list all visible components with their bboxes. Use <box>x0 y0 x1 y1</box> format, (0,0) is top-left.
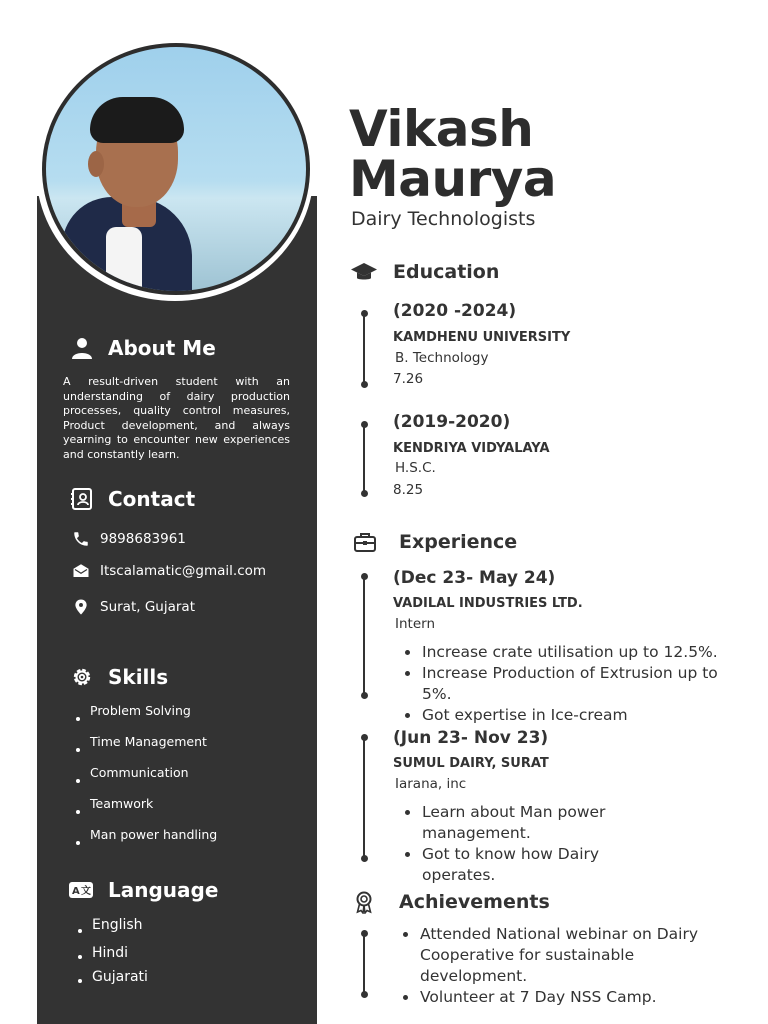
about-text: A result-driven student with an understanding of dairy production processes, quality control measures, Product development, and always yearning to encounter new experiences and constantly learn. <box>63 375 290 461</box>
achievement-point: Attended National webinar on Dairy Cooperative for sustainable development. <box>420 924 730 987</box>
experience-point: Learn about Man power management. <box>422 802 662 844</box>
skill-item: Time Management <box>90 734 217 765</box>
education-heading-label: Education <box>393 261 500 283</box>
contact-email[interactable] <box>72 562 266 580</box>
contact-book-icon <box>70 487 94 511</box>
experience-company: VADILAL INDUSTRIES LTD. <box>393 596 583 611</box>
skills-list <box>90 703 217 858</box>
experience-heading <box>353 530 517 554</box>
svg-text:A: A <box>72 886 80 897</box>
experience-point: Got to know how Dairy operates. <box>422 844 662 886</box>
contact-heading <box>70 487 195 511</box>
experience-heading-label: Experience <box>399 531 518 553</box>
skill-item: Problem Solving <box>90 703 217 734</box>
language-heading <box>68 878 218 902</box>
phone-icon <box>72 530 90 548</box>
language-item: Hindi <box>92 945 148 969</box>
contact-phone[interactable] <box>72 530 186 548</box>
experience-role: Iarana, inc <box>395 776 467 792</box>
education-period: (2019-2020) <box>393 412 511 432</box>
skills-heading-label: Skills <box>108 665 169 689</box>
language-item: English <box>92 917 148 945</box>
experience-points <box>422 642 732 726</box>
skills-heading <box>70 665 168 689</box>
timeline-line <box>363 576 365 696</box>
experience-point: Got expertise in Ice-cream <box>422 705 732 726</box>
contact-location <box>72 598 195 616</box>
achievement-point: Volunteer at 7 Day NSS Camp. <box>420 987 730 1008</box>
profile-photo <box>42 43 310 295</box>
education-degree: B. Technology <box>395 350 489 366</box>
language-list <box>92 917 148 993</box>
education-period: (2020 -2024) <box>393 301 517 321</box>
contact-location-text: Surat, Gujarat <box>100 599 195 615</box>
contact-heading-label: Contact <box>108 487 196 511</box>
experience-point: Increase Production of Extrusion up to 5%. <box>422 663 732 705</box>
achievement-points <box>420 924 730 1008</box>
full-name <box>349 100 557 208</box>
education-degree: H.S.C. <box>395 460 436 476</box>
timeline-line <box>363 933 365 995</box>
gear-icon <box>70 665 94 689</box>
experience-period: (Dec 23- May 24) <box>393 568 556 588</box>
education-institution: KENDRIYA VIDYALAYA <box>393 441 550 456</box>
first-name: Vikash <box>349 100 534 158</box>
location-pin-icon <box>72 598 90 616</box>
person-icon <box>70 336 94 360</box>
language-item: Gujarati <box>92 969 148 993</box>
experience-points <box>422 802 662 886</box>
achievements-heading-label: Achievements <box>399 891 550 913</box>
timeline-line <box>363 737 365 859</box>
graduation-cap-icon <box>351 260 377 284</box>
briefcase-icon <box>353 530 379 554</box>
education-score: 7.26 <box>393 371 424 387</box>
envelope-icon <box>72 562 90 580</box>
skill-item: Communication <box>90 765 217 796</box>
about-heading-label: About Me <box>108 336 216 360</box>
experience-company: SUMUL DAIRY, SURAT <box>393 756 549 771</box>
timeline-line <box>363 424 365 494</box>
education-score: 8.25 <box>393 482 424 498</box>
language-heading-label: Language <box>108 878 219 902</box>
svg-text:文: 文 <box>81 886 91 897</box>
experience-role: Intern <box>395 616 436 632</box>
translate-icon <box>68 878 94 902</box>
skill-item: Man power handling <box>90 827 217 858</box>
experience-period: (Jun 23- Nov 23) <box>393 728 549 748</box>
last-name: Maurya <box>349 150 557 208</box>
achievements-heading <box>353 890 550 914</box>
contact-email-text: Itscalamatic@gmail.com <box>100 563 267 579</box>
education-institution: KAMDHENU UNIVERSITY <box>393 330 571 345</box>
about-heading <box>70 336 216 360</box>
skill-item: Teamwork <box>90 796 217 827</box>
timeline-line <box>363 313 365 385</box>
contact-phone-text: 9898683961 <box>100 531 186 547</box>
award-icon <box>353 890 379 914</box>
education-heading <box>351 260 499 284</box>
experience-point: Increase crate utilisation up to 12.5%. <box>422 642 732 663</box>
job-title: Dairy Technologists <box>351 208 536 230</box>
